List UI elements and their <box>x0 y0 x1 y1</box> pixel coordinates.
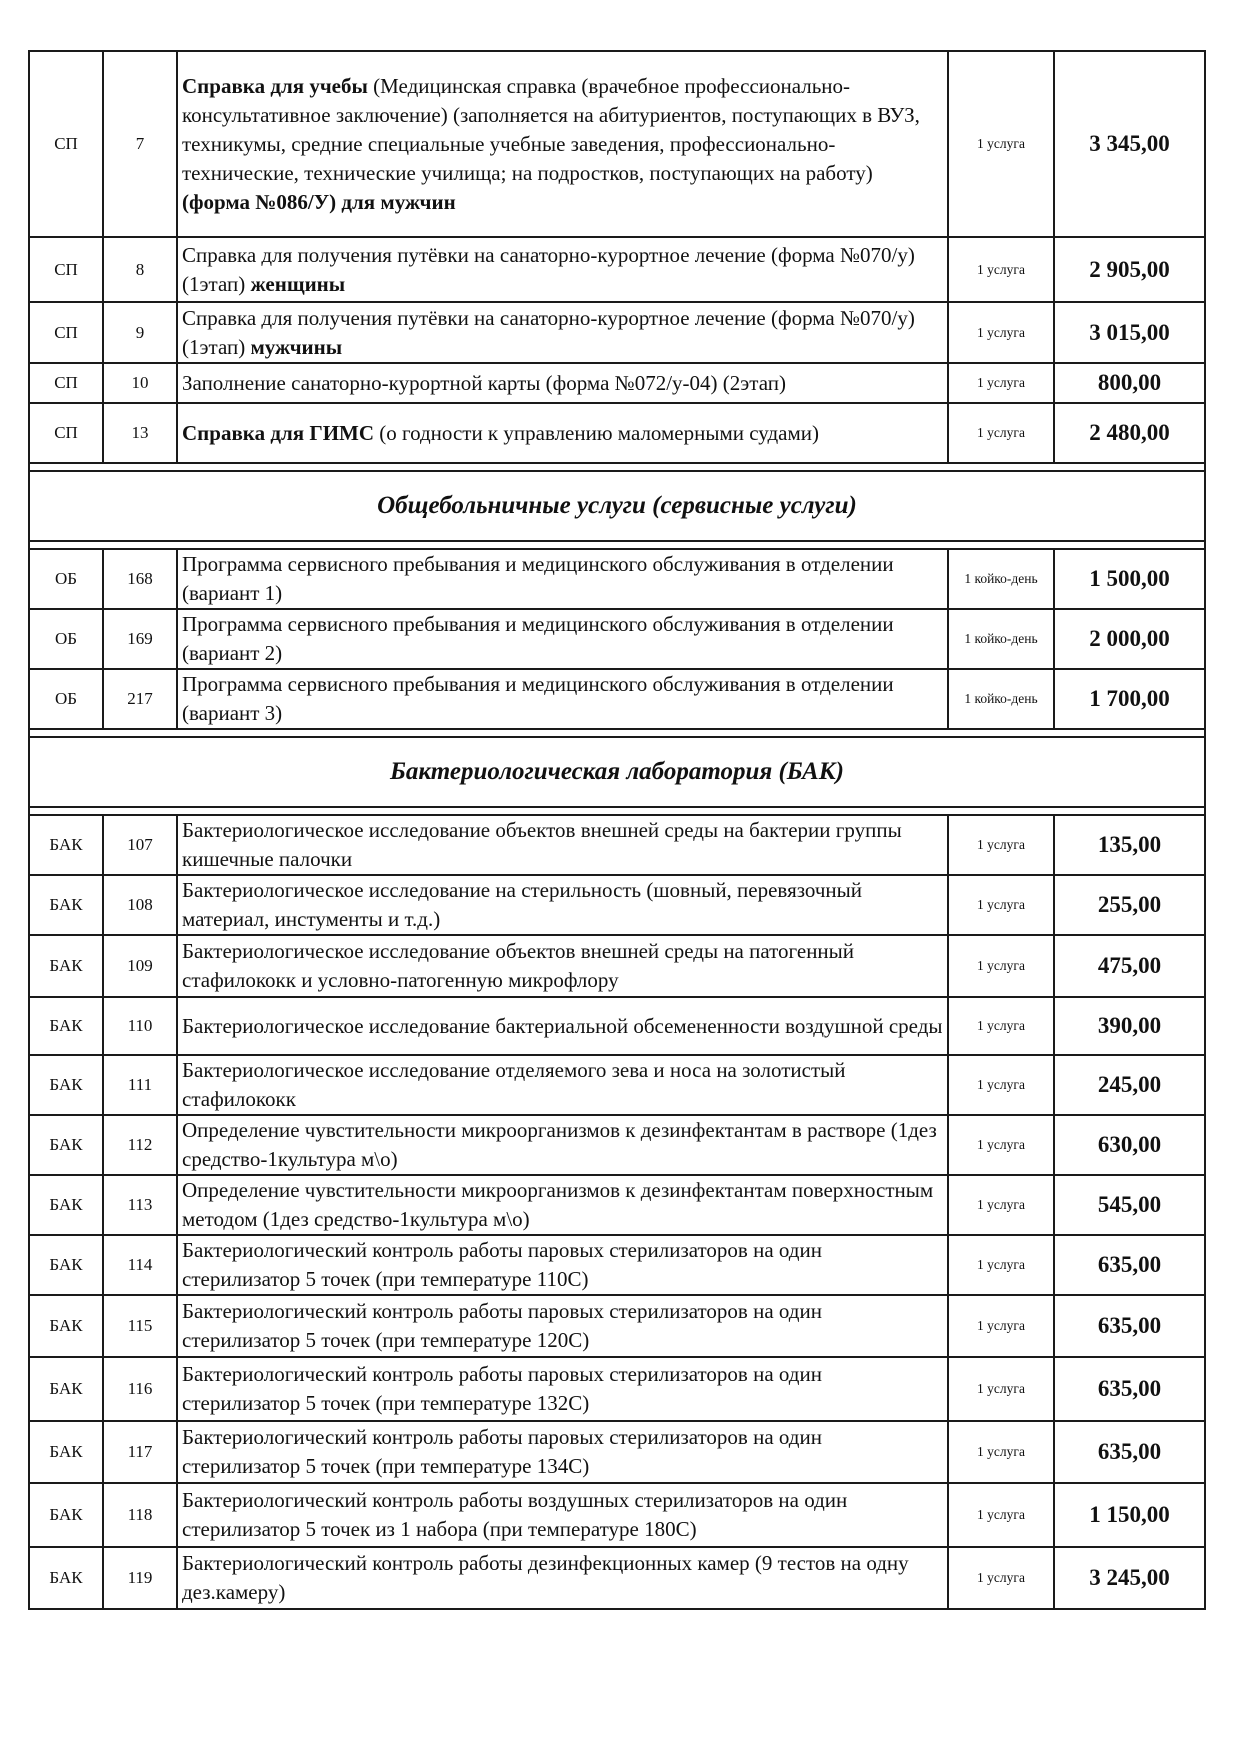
service-description <box>177 1547 948 1609</box>
service-description <box>177 609 948 669</box>
service-text: Бактериологический контроль работы паровых стерилизаторов на один стерилизатор 5 точек (при температуре 132С) <box>182 1362 822 1415</box>
service-number: 168 <box>103 549 177 609</box>
service-description <box>177 51 948 237</box>
service-description <box>177 669 948 729</box>
service-code: СП <box>29 237 103 302</box>
service-price: 545,00 <box>1054 1175 1205 1235</box>
table-row <box>29 1115 1205 1175</box>
table-row <box>29 669 1205 729</box>
service-text: Заполнение санаторно-курортной карты (форма №072/у-04) (2этап) <box>182 370 786 395</box>
service-text: Бактериологический контроль работы воздушных стерилизаторов на один стерилизатор 5 точек из 1 набора (при температуре 180С) <box>182 1488 848 1541</box>
service-number: 7 <box>103 51 177 237</box>
service-code: БАК <box>29 1235 103 1295</box>
table-row <box>29 549 1205 609</box>
table-row <box>29 1421 1205 1483</box>
service-code: ОБ <box>29 549 103 609</box>
service-code: СП <box>29 363 103 403</box>
service-number: 9 <box>103 302 177 363</box>
service-text: Определение чувстительности микроорганизмов к дезинфектантам в растворе (1дез средство-1культура м\о) <box>182 1118 937 1171</box>
section-spacer <box>29 541 1205 549</box>
section-header <box>29 737 1205 807</box>
service-code: СП <box>29 403 103 463</box>
service-code: БАК <box>29 1295 103 1357</box>
service-price: 255,00 <box>1054 875 1205 935</box>
table-row <box>29 237 1205 302</box>
service-unit: 1 койко-день <box>948 609 1054 669</box>
service-name-bold: Справка для ГИМС <box>182 420 375 445</box>
service-price: 635,00 <box>1054 1421 1205 1483</box>
service-description <box>177 302 948 363</box>
table-row <box>29 875 1205 935</box>
table-row <box>29 1547 1205 1609</box>
service-price: 2 480,00 <box>1054 403 1205 463</box>
service-number: 117 <box>103 1421 177 1483</box>
section-title: Бактериологическая лаборатория (БАК) <box>29 737 1205 807</box>
table-row <box>29 1295 1205 1357</box>
service-price: 800,00 <box>1054 363 1205 403</box>
table-row <box>29 1357 1205 1421</box>
service-number: 115 <box>103 1295 177 1357</box>
service-unit: 1 услуга <box>948 403 1054 463</box>
service-description <box>177 403 948 463</box>
service-description <box>177 997 948 1055</box>
service-number: 109 <box>103 935 177 997</box>
service-code: БАК <box>29 1115 103 1175</box>
service-number: 10 <box>103 363 177 403</box>
table-row <box>29 51 1205 237</box>
service-description <box>177 237 948 302</box>
service-text: Бактериологическое исследование отделяемого зева и носа на золотистый стафилококк <box>182 1058 846 1111</box>
service-code: ОБ <box>29 669 103 729</box>
service-price: 3 245,00 <box>1054 1547 1205 1609</box>
service-unit: 1 услуга <box>948 1357 1054 1421</box>
service-unit: 1 услуга <box>948 1421 1054 1483</box>
service-price: 630,00 <box>1054 1115 1205 1175</box>
service-number: 110 <box>103 997 177 1055</box>
service-price: 3 015,00 <box>1054 302 1205 363</box>
table-row <box>29 1175 1205 1235</box>
service-code: БАК <box>29 1055 103 1115</box>
service-description <box>177 1055 948 1115</box>
service-unit: 1 услуга <box>948 302 1054 363</box>
service-code: БАК <box>29 1547 103 1609</box>
service-text: Определение чувстительности микроорганизмов к дезинфектантам поверхностным методом (1дез средство-1культура м\о) <box>182 1178 934 1231</box>
service-unit: 1 услуга <box>948 1483 1054 1547</box>
table-row <box>29 1055 1205 1115</box>
service-description <box>177 363 948 403</box>
service-text: Справка для получения путёвки на санаторно-курортное лечение (форма №070/у) (1этап) <box>182 305 915 359</box>
service-code: БАК <box>29 997 103 1055</box>
spacer-cell <box>29 729 1205 737</box>
spacer-cell <box>29 463 1205 471</box>
service-code: БАК <box>29 875 103 935</box>
service-text: Программа сервисного пребывания и медицинского обслуживания в отделении (вариант 3) <box>182 672 894 725</box>
service-text: Бактериологический контроль работы паровых стерилизаторов на один стерилизатор 5 точек (при температуре 110С) <box>182 1238 822 1291</box>
service-code: БАК <box>29 935 103 997</box>
table-row <box>29 363 1205 403</box>
service-text: Бактериологический контроль работы паровых стерилизаторов на один стерилизатор 5 точек (при температуре 120С) <box>182 1299 822 1352</box>
service-description <box>177 1295 948 1357</box>
service-unit: 1 койко-день <box>948 669 1054 729</box>
service-text: Бактериологическое исследование объектов внешней среды на патогенный стафилококк и условно-патогенную микрофлору <box>182 939 855 992</box>
service-price: 635,00 <box>1054 1295 1205 1357</box>
service-text: Бактериологическое исследование объектов внешней среды на бактерии группы кишечные палочки <box>182 818 902 871</box>
service-code: СП <box>29 51 103 237</box>
service-text: Программа сервисного пребывания и медицинского обслуживания в отделении (вариант 1) <box>182 552 894 605</box>
table-row <box>29 997 1205 1055</box>
service-unit: 1 койко-день <box>948 549 1054 609</box>
service-unit: 1 услуга <box>948 1235 1054 1295</box>
service-unit: 1 услуга <box>948 1115 1054 1175</box>
section-title: Общебольничные услуги (сервисные услуги) <box>29 471 1205 541</box>
service-text: Справка для получения путёвки на санаторно-курортное лечение (форма №070/у) (1этап) <box>182 242 915 296</box>
service-number: 119 <box>103 1547 177 1609</box>
service-price: 3 345,00 <box>1054 51 1205 237</box>
spacer-cell <box>29 541 1205 549</box>
service-unit: 1 услуга <box>948 363 1054 403</box>
service-unit: 1 услуга <box>948 935 1054 997</box>
service-description <box>177 1357 948 1421</box>
service-number: 114 <box>103 1235 177 1295</box>
service-code: БАК <box>29 1175 103 1235</box>
service-number: 217 <box>103 669 177 729</box>
service-unit: 1 услуга <box>948 237 1054 302</box>
service-price: 245,00 <box>1054 1055 1205 1115</box>
service-code: СП <box>29 302 103 363</box>
table-row <box>29 815 1205 875</box>
service-name-bold: Справка для учебы <box>182 73 368 98</box>
service-number: 169 <box>103 609 177 669</box>
service-number: 112 <box>103 1115 177 1175</box>
service-text: Программа сервисного пребывания и медицинского обслуживания в отделении (вариант 2) <box>182 612 894 665</box>
service-price: 390,00 <box>1054 997 1205 1055</box>
service-text: Бактериологическое исследование на стерильность (шовный, перевязочный материал, инстументы и т.д.) <box>182 878 863 931</box>
service-unit: 1 услуга <box>948 875 1054 935</box>
table-row <box>29 1483 1205 1547</box>
service-price: 635,00 <box>1054 1235 1205 1295</box>
section-header <box>29 471 1205 541</box>
service-code: БАК <box>29 1483 103 1547</box>
service-code: ОБ <box>29 609 103 669</box>
service-unit: 1 услуга <box>948 51 1054 237</box>
price-list-body <box>29 51 1205 1609</box>
table-row <box>29 403 1205 463</box>
service-number: 107 <box>103 815 177 875</box>
service-code: БАК <box>29 1421 103 1483</box>
service-price: 2 000,00 <box>1054 609 1205 669</box>
service-form-bold: мужчины <box>250 334 343 359</box>
service-description <box>177 1235 948 1295</box>
service-price: 2 905,00 <box>1054 237 1205 302</box>
service-text: (Медицинская справка (врачебное профессионально-консультативное заключение) (заполняется на абитуриентов, поступающих в ВУЗ, техникумы, средние специальные учебные заведения, профессионально-технические, технические училища; на подростков, поступающих на работу) <box>182 73 920 185</box>
service-description <box>177 1115 948 1175</box>
service-unit: 1 услуга <box>948 1175 1054 1235</box>
service-text: (о годности к управлению маломерными судами) <box>374 420 820 445</box>
service-number: 111 <box>103 1055 177 1115</box>
service-description <box>177 1483 948 1547</box>
service-number: 116 <box>103 1357 177 1421</box>
service-text: Бактериологическое исследование бактериальной обсемененности воздушной среды <box>182 1013 943 1038</box>
service-price: 1 150,00 <box>1054 1483 1205 1547</box>
service-price: 1 500,00 <box>1054 549 1205 609</box>
service-description <box>177 815 948 875</box>
service-price: 1 700,00 <box>1054 669 1205 729</box>
service-price: 475,00 <box>1054 935 1205 997</box>
service-number: 8 <box>103 237 177 302</box>
service-description <box>177 935 948 997</box>
service-form-bold: (форма №086/У) для мужчин <box>182 189 456 214</box>
section-spacer <box>29 807 1205 815</box>
service-unit: 1 услуга <box>948 997 1054 1055</box>
price-list-table <box>28 50 1206 1610</box>
service-price: 635,00 <box>1054 1357 1205 1421</box>
service-form-bold: женщины <box>250 271 346 296</box>
service-price: 135,00 <box>1054 815 1205 875</box>
service-code: БАК <box>29 815 103 875</box>
service-code: БАК <box>29 1357 103 1421</box>
table-row <box>29 1235 1205 1295</box>
table-row <box>29 935 1205 997</box>
service-number: 13 <box>103 403 177 463</box>
section-spacer <box>29 729 1205 737</box>
service-unit: 1 услуга <box>948 1055 1054 1115</box>
service-description <box>177 549 948 609</box>
service-text: Бактериологический контроль работы паровых стерилизаторов на один стерилизатор 5 точек (при температуре 134С) <box>182 1425 822 1478</box>
service-text: Бактериологический контроль работы дезинфекционных камер (9 тестов на одну дез.камеру) <box>182 1551 909 1604</box>
table-row <box>29 302 1205 363</box>
service-unit: 1 услуга <box>948 815 1054 875</box>
service-description <box>177 875 948 935</box>
section-spacer <box>29 463 1205 471</box>
service-description <box>177 1175 948 1235</box>
service-number: 113 <box>103 1175 177 1235</box>
service-unit: 1 услуга <box>948 1547 1054 1609</box>
service-number: 118 <box>103 1483 177 1547</box>
service-unit: 1 услуга <box>948 1295 1054 1357</box>
spacer-cell <box>29 807 1205 815</box>
service-description <box>177 1421 948 1483</box>
service-number: 108 <box>103 875 177 935</box>
table-row <box>29 609 1205 669</box>
